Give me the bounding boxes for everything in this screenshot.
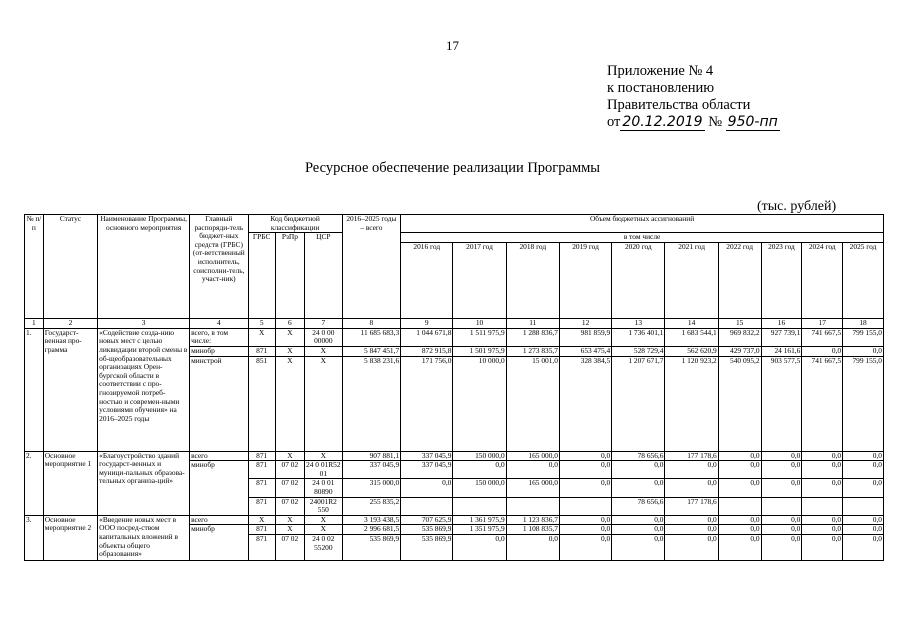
cell-value: 0,0 [401, 479, 453, 497]
cell-value: 1 511 975,9 [453, 328, 506, 346]
cell-value: 562 620,9 [665, 346, 718, 356]
column-numbers-row [25, 319, 884, 329]
column-number: 12 [559, 319, 611, 329]
cell-value: 10 000,0 [453, 356, 506, 451]
cell-value: 1 736 401,1 [612, 328, 665, 346]
cell-value: 171 756,0 [401, 356, 453, 451]
row-grbs-label: всего [190, 515, 249, 525]
header-rzpr: РзПр [275, 233, 304, 319]
cell-rzpr: Х [275, 346, 304, 356]
column-number: 6 [275, 319, 304, 329]
handwritten-number: 950-пп [727, 114, 778, 130]
cell-value: 1 501 975,9 [453, 346, 506, 356]
cell-value: 0,0 [761, 451, 802, 461]
appendix-line-1: Приложение № 4 [607, 63, 714, 79]
header-year: 2020 год [612, 243, 665, 319]
cell-grbs: 871 [248, 461, 275, 479]
cell-rzpr: Х [275, 328, 304, 346]
cell-rzpr: Х [275, 525, 304, 535]
cell-rzpr: Х [275, 451, 304, 461]
cell-total: 255 835,2 [342, 497, 401, 515]
cell-value: 0,0 [843, 534, 884, 560]
cell-value: 1 108 835,7 [506, 525, 559, 535]
cell-rzpr: 07 02 [275, 497, 304, 515]
cell-value: 0,0 [559, 451, 611, 461]
column-number: 4 [190, 319, 249, 329]
cell-csr: 24001R2 550 [305, 497, 343, 515]
cell-value: 540 095,2 [718, 356, 761, 451]
table-row [25, 515, 884, 525]
cell-value: 535 869,9 [401, 525, 453, 535]
row-num: 1. [25, 328, 44, 451]
header-status: Статус [43, 215, 97, 319]
header-year: 2017 год [453, 243, 506, 319]
cell-grbs: Х [248, 515, 275, 525]
row-name: «Введение новых мест в ООО посред-ством капитальных вложений в объекты общего образования» [98, 515, 190, 560]
cell-value [761, 497, 802, 515]
cell-value: 981 859,9 [559, 328, 611, 346]
header-year: 2025 год [843, 243, 884, 319]
cell-value: 165 000,0 [506, 479, 559, 497]
cell-rzpr: Х [275, 356, 304, 451]
cell-csr: 24 0 02 55200 [305, 534, 343, 560]
cell-total: 315 000,0 [342, 479, 401, 497]
cell-value [506, 497, 559, 515]
cell-csr: 24 0 01 80890 [305, 479, 343, 497]
cell-value: 150 000,0 [453, 479, 506, 497]
cell-value: 328 384,5 [559, 356, 611, 451]
cell-value [559, 497, 611, 515]
cell-value: 799 155,0 [843, 328, 884, 346]
cell-value: 78 656,6 [612, 497, 665, 515]
column-number: 9 [401, 319, 453, 329]
cell-value: 0,0 [506, 534, 559, 560]
row-grbs-label: минобр [190, 525, 249, 535]
header-year: 2018 год [506, 243, 559, 319]
table-row [25, 328, 884, 346]
cell-value: 0,0 [559, 515, 611, 525]
cell-rzpr: 07 02 [275, 461, 304, 479]
cell-value: 1 120 923,2 [665, 356, 718, 451]
row-grbs-label [190, 497, 249, 515]
cell-grbs: 871 [248, 497, 275, 515]
cell-value: 78 656,6 [612, 451, 665, 461]
cell-value: 0,0 [718, 525, 761, 535]
cell-value: 0,0 [802, 525, 843, 535]
cell-value: 1 683 544,1 [665, 328, 718, 346]
cell-value: 337 045,9 [401, 461, 453, 479]
cell-value: 535 869,9 [401, 534, 453, 560]
cell-csr: Х [305, 346, 343, 356]
cell-total: 337 045,9 [342, 461, 401, 479]
cell-value: 0,0 [761, 479, 802, 497]
column-number: 3 [98, 319, 190, 329]
cell-value: 927 739,1 [761, 328, 802, 346]
row-grbs-label: всего, в том числе: [190, 328, 249, 346]
row-status: Основное мероприятие 1 [43, 451, 97, 515]
header-grbs: ГРБС [248, 233, 275, 319]
cell-rzpr: 07 02 [275, 479, 304, 497]
resource-table [24, 214, 884, 561]
cell-total: 535 869,9 [342, 534, 401, 560]
row-name: «Благоустройство зданий государст-венных и муници-пальных образова-тельных организа-ций» [98, 451, 190, 515]
column-number: 10 [453, 319, 506, 329]
cell-grbs: 871 [248, 451, 275, 461]
row-grbs-label: минстрой [190, 356, 249, 451]
cell-rzpr: Х [275, 515, 304, 525]
cell-value: 1 351 975,9 [453, 525, 506, 535]
appendix-line-3: Правительства области [607, 97, 751, 113]
cell-total: 11 685 683,3 [342, 328, 401, 346]
row-name: «Содействие созда-нию новых мест с целью ликвидации второй смены в об-щеобразовательных организациях Орен-бургской области в соответствии с про-гнозируемой потреб-ностью и современ-ными условиями обучения» на 2016–2025 годы [98, 328, 190, 451]
cell-value: 0,0 [802, 515, 843, 525]
header-year: 2019 год [559, 243, 611, 319]
cell-value: 429 737,0 [718, 346, 761, 356]
row-grbs-label [190, 534, 249, 560]
cell-value: 0,0 [665, 461, 718, 479]
cell-value: 0,0 [761, 515, 802, 525]
cell-csr: Х [305, 451, 343, 461]
cell-value: 24 161,6 [761, 346, 802, 356]
cell-value: 177 178,6 [665, 497, 718, 515]
cell-value: 0,0 [761, 525, 802, 535]
cell-value: 799 155,0 [843, 356, 884, 451]
cell-value: 0,0 [718, 515, 761, 525]
header-including: в том числе [401, 233, 884, 243]
cell-grbs: 851 [248, 356, 275, 451]
column-number: 15 [718, 319, 761, 329]
cell-value: 0,0 [665, 479, 718, 497]
cell-total: 907 881,1 [342, 451, 401, 461]
row-status: Основное мероприятие 2 [43, 515, 97, 560]
cell-csr: Х [305, 515, 343, 525]
cell-value: 0,0 [843, 346, 884, 356]
row-num: 3. [25, 515, 44, 560]
appendix-block [607, 63, 887, 131]
cell-value: 653 475,4 [559, 346, 611, 356]
column-number: 11 [506, 319, 559, 329]
cell-value: 165 000,0 [506, 451, 559, 461]
cell-value: 0,0 [802, 451, 843, 461]
cell-value: 0,0 [802, 346, 843, 356]
cell-total: 3 193 438,5 [342, 515, 401, 525]
appendix-date-line [607, 114, 887, 131]
cell-value: 1 207 671,7 [612, 356, 665, 451]
cell-value: 0,0 [802, 534, 843, 560]
column-number: 5 [248, 319, 275, 329]
cell-total: 2 996 681,5 [342, 525, 401, 535]
row-grbs-label [190, 479, 249, 497]
cell-value: 0,0 [506, 461, 559, 479]
cell-grbs: 871 [248, 525, 275, 535]
cell-value [401, 497, 453, 515]
cell-value: 0,0 [761, 534, 802, 560]
cell-value: 1 361 975,9 [453, 515, 506, 525]
cell-value: 0,0 [559, 479, 611, 497]
cell-value: 741 667,5 [802, 356, 843, 451]
header-year: 2021 год [665, 243, 718, 319]
cell-value: 0,0 [453, 461, 506, 479]
cell-value [802, 497, 843, 515]
cell-value: 0,0 [843, 479, 884, 497]
cell-value: 0,0 [612, 515, 665, 525]
cell-value: 0,0 [559, 534, 611, 560]
cell-value: 0,0 [559, 525, 611, 535]
cell-value: 0,0 [665, 525, 718, 535]
cell-value: 0,0 [612, 461, 665, 479]
cell-value: 0,0 [802, 461, 843, 479]
cell-value: 0,0 [612, 534, 665, 560]
cell-value: 0,0 [453, 534, 506, 560]
cell-value: 1 123 836,7 [506, 515, 559, 525]
cell-value: 0,0 [761, 461, 802, 479]
column-number: 14 [665, 319, 718, 329]
cell-value: 15 001,0 [506, 356, 559, 451]
cell-value: 177 178,6 [665, 451, 718, 461]
cell-value: 0,0 [612, 525, 665, 535]
cell-csr: Х [305, 525, 343, 535]
cell-value: 0,0 [802, 479, 843, 497]
header-volume: Объем бюджетных ассигнований [401, 215, 884, 233]
cell-value: 150 000,0 [453, 451, 506, 461]
column-number: 18 [843, 319, 884, 329]
column-number: 7 [305, 319, 343, 329]
cell-value: 337 045,9 [401, 451, 453, 461]
cell-value: 0,0 [718, 451, 761, 461]
header-year: 2023 год [761, 243, 802, 319]
cell-value: 0,0 [718, 479, 761, 497]
cell-value: 1 288 836,7 [506, 328, 559, 346]
cell-grbs: 871 [248, 346, 275, 356]
header-year: 2022 год [718, 243, 761, 319]
cell-rzpr: 07 02 [275, 534, 304, 560]
cell-value: 0,0 [843, 451, 884, 461]
header-csr: ЦСР [305, 233, 343, 319]
header-code: Код бюджетной классификации [248, 215, 342, 233]
column-number: 1 [25, 319, 44, 329]
units-label: (тыс. рублей) [757, 199, 837, 214]
cell-value: 0,0 [559, 461, 611, 479]
cell-csr: Х [305, 356, 343, 451]
cell-value: 0,0 [843, 461, 884, 479]
cell-grbs: 871 [248, 479, 275, 497]
cell-value: 741 667,5 [802, 328, 843, 346]
cell-value: 0,0 [843, 515, 884, 525]
cell-grbs: 871 [248, 534, 275, 560]
cell-total: 5 838 231,6 [342, 356, 401, 451]
cell-csr: 24 0 01R52 01 [306, 460, 341, 478]
cell-value: 0,0 [665, 534, 718, 560]
appendix-number-label: № [708, 114, 723, 130]
cell-grbs: Х [248, 328, 275, 346]
handwritten-date: 20.12.2019 [622, 114, 703, 130]
cell-value: 1 044 671,8 [401, 328, 453, 346]
row-status: Государст-венная про-грамма [43, 328, 97, 451]
page-number: 17 [446, 38, 459, 53]
cell-value: 969 832,2 [718, 328, 761, 346]
column-number: 17 [802, 319, 843, 329]
cell-value [453, 497, 506, 515]
cell-value: 903 577,5 [761, 356, 802, 451]
table-row [25, 451, 884, 461]
column-number: 16 [761, 319, 802, 329]
cell-value: 707 625,9 [401, 515, 453, 525]
cell-value: 1 273 835,7 [506, 346, 559, 356]
header-total: 2016–2025 годы – всего [342, 215, 401, 319]
cell-value: 0,0 [612, 479, 665, 497]
header-grbs-main: Главный распоряди-тель бюджет-ных средств (ГРБС) (от-ветственный исполнитель, соисполни-тель, участ-ник) [190, 215, 249, 319]
appendix-from: от [607, 114, 621, 130]
cell-total: 5 847 451,7 [342, 346, 401, 356]
cell-value: 872 915,8 [401, 346, 453, 356]
column-number: 8 [342, 319, 401, 329]
row-grbs-label: минобр [190, 461, 249, 479]
column-number: 13 [612, 319, 665, 329]
row-num: 2. [25, 451, 44, 515]
cell-value: 0,0 [718, 534, 761, 560]
cell-value: 0,0 [843, 525, 884, 535]
cell-value [843, 497, 884, 515]
cell-value [718, 497, 761, 515]
row-grbs-label: всего [190, 451, 249, 461]
cell-value: 0,0 [718, 461, 761, 479]
cell-csr: 24 0 00 00000 [305, 328, 343, 346]
header-num: № п/п [25, 215, 44, 319]
header-year: 2016 год [401, 243, 453, 319]
cell-value: 0,0 [665, 515, 718, 525]
header-name: Наименование Программы, основного мероприятия [98, 215, 190, 319]
header-row-1 [25, 215, 884, 233]
header-year: 2024 год [802, 243, 843, 319]
appendix-line-2: к постановлению [607, 80, 715, 96]
column-number: 2 [43, 319, 97, 329]
cell-value: 528 729,4 [612, 346, 665, 356]
row-grbs-label: минобр [190, 346, 249, 356]
document-title: Ресурсное обеспечение реализации Программы [304, 160, 601, 176]
